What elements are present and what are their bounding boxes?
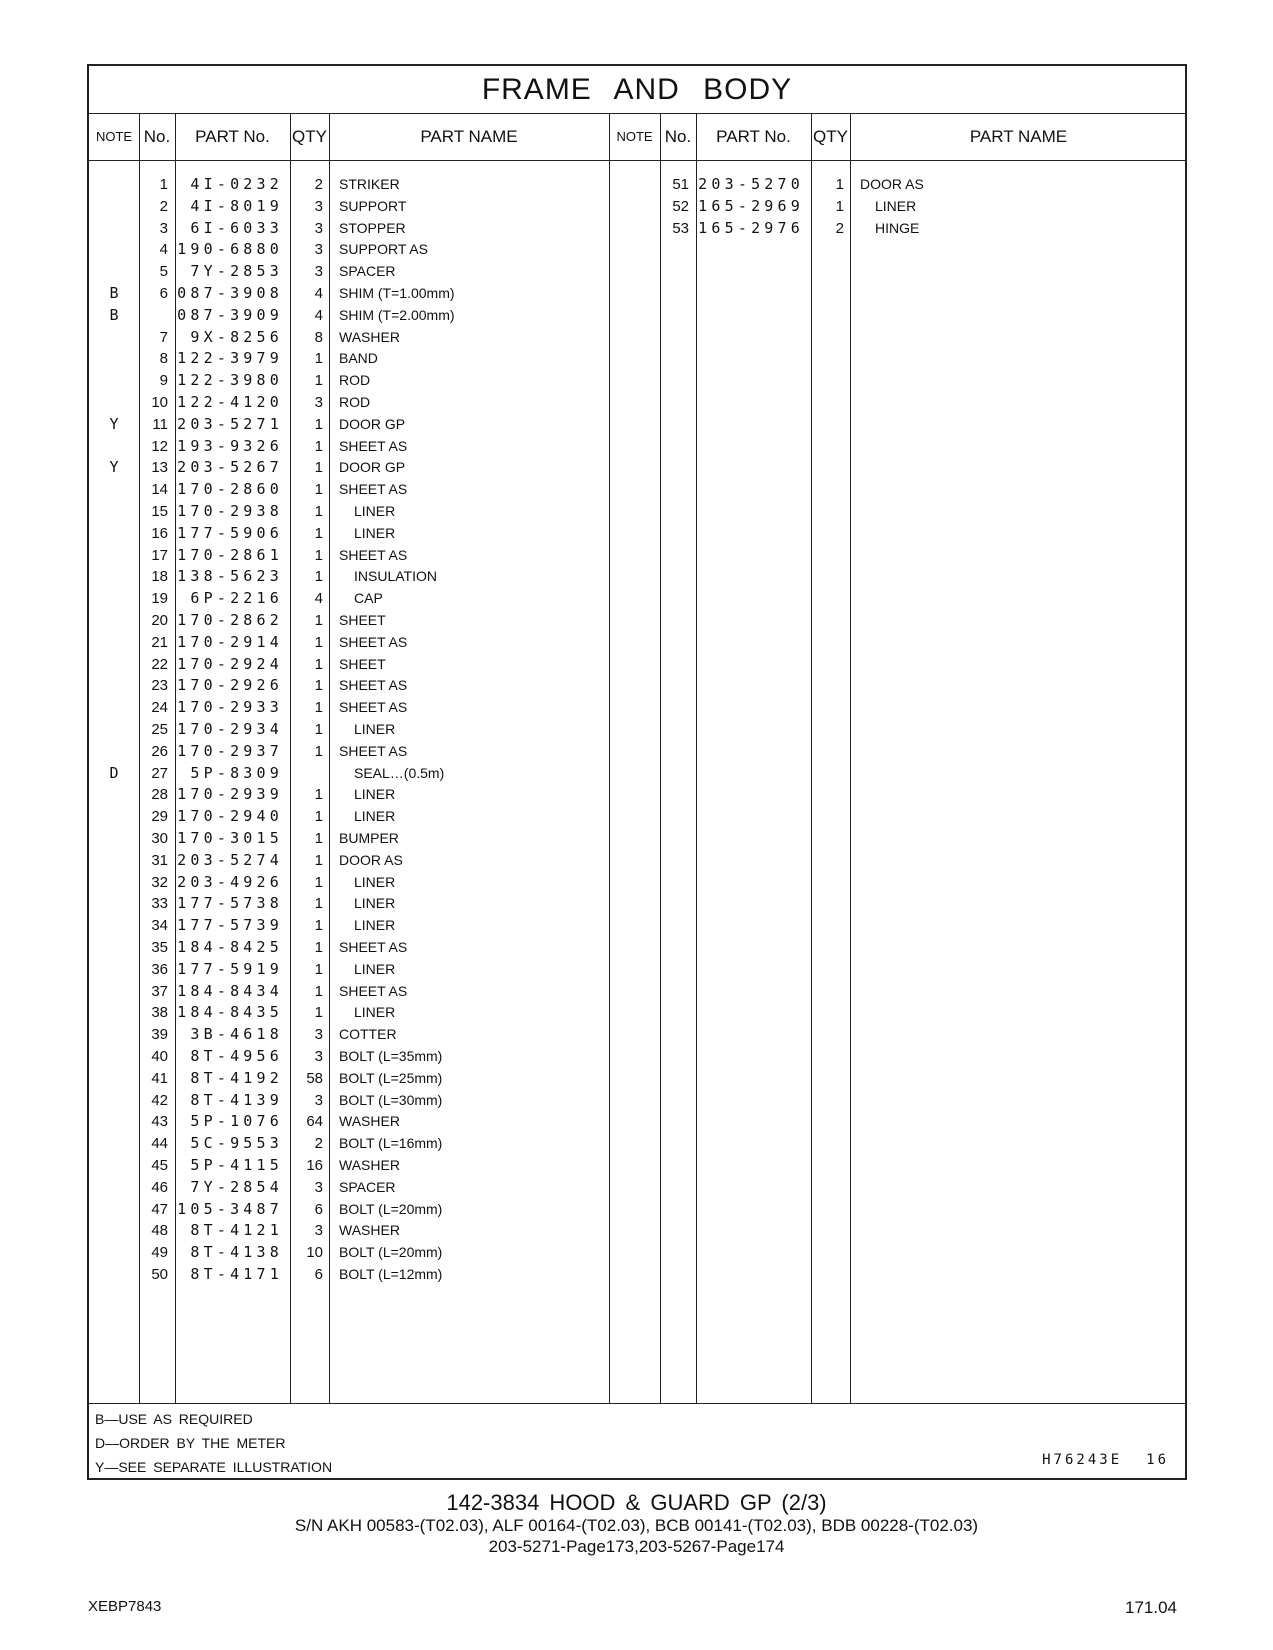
part-name-cell: LINER (354, 503, 396, 519)
quantity-cell: 1 (314, 917, 323, 935)
part-name-cell: LINER (354, 786, 396, 803)
col-divider (696, 113, 697, 1403)
illustration-number: 16 (1146, 1452, 1169, 1468)
item-number-cell: 12 (151, 437, 168, 455)
part-number-cell: 170-3015 (177, 829, 283, 847)
note-cell: Y (109, 458, 119, 477)
item-number-cell: 45 (151, 1157, 168, 1174)
col-divider (850, 113, 851, 1403)
quantity-cell: 16 (306, 1157, 323, 1174)
part-number-cell: 203-5270 (698, 175, 804, 193)
part-number-cell: 170-2940 (177, 807, 283, 826)
item-number-cell: 15 (151, 503, 168, 520)
item-number-cell: 32 (151, 873, 168, 891)
part-number-cell: 170-2860 (177, 480, 283, 499)
quantity-cell: 1 (835, 176, 844, 193)
item-number-cell: 24 (151, 699, 168, 717)
item-number-cell: 42 (151, 1091, 168, 1109)
part-number-cell: 7Y-2854 (190, 1177, 283, 1196)
quantity-cell: 3 (314, 219, 323, 237)
part-name-cell: BOLT (L=30mm) (339, 1091, 443, 1108)
quantity-cell: 6 (314, 1266, 323, 1283)
part-name-cell: COTTER (339, 1026, 397, 1043)
item-number-cell: 31 (151, 851, 168, 869)
part-name-cell: DOOR AS (339, 851, 403, 868)
part-number-cell: 122-4120 (177, 393, 283, 411)
part-number-cell: 087-3908 (177, 284, 283, 302)
header-note: NOTE (95, 129, 133, 144)
part-name-cell: BOLT (L=25mm) (339, 1069, 443, 1086)
item-number-cell: 44 (151, 1135, 168, 1153)
part-name-cell: SUPPORT (339, 197, 407, 214)
quantity-cell: 1 (314, 786, 323, 804)
item-number-cell: 39 (151, 1026, 168, 1044)
part-name-cell: WASHER (339, 328, 400, 345)
col-divider (660, 113, 661, 1403)
item-number-cell: 28 (151, 786, 168, 804)
quantity-cell: 1 (314, 459, 323, 477)
document-id: XEBP7843 (88, 1598, 162, 1615)
header-part-name: PART NAME (420, 127, 518, 146)
part-name-cell: DOOR GP (339, 415, 406, 432)
part-name-cell: SHEET AS (339, 481, 408, 498)
part-number-cell: 203-4926 (177, 872, 283, 891)
part-name-cell: SHEET AS (339, 982, 408, 999)
part-name-cell: WASHER (339, 1113, 400, 1130)
note-cell: Y (109, 414, 119, 433)
header-note: NOTE (616, 129, 653, 144)
part-name-cell: WASHER (339, 1222, 400, 1239)
quantity-cell: 1 (314, 655, 323, 673)
part-number-cell: 6I-6033 (190, 218, 283, 237)
item-number-cell: 11 (152, 415, 168, 433)
part-number-cell: 8T-4192 (190, 1068, 283, 1087)
item-number-cell: 18 (151, 568, 168, 586)
item-number-cell: 17 (151, 546, 168, 564)
part-number-cell: 203-5267 (177, 458, 283, 477)
quantity-cell: 1 (314, 939, 323, 956)
quantity-cell: 4 (314, 590, 323, 608)
quantity-cell: 1 (314, 699, 323, 717)
serial-numbers: S/N AKH 00583-(T02.03), ALF 00164-(T02.03), BCB 00141-(T02.03), BDB 00228-(T02.03) (294, 1516, 979, 1535)
item-number-cell: 10 (151, 394, 168, 411)
quantity-cell: 3 (314, 197, 323, 215)
part-number-cell: 8T-4138 (190, 1243, 283, 1262)
quantity-cell: 1 (314, 742, 323, 760)
part-number-cell: 5P-4115 (190, 1156, 283, 1174)
item-number-cell: 30 (151, 830, 168, 847)
col-divider (329, 113, 330, 1403)
quantity-cell: 1 (314, 350, 323, 368)
part-name-cell: LINER (354, 895, 396, 912)
item-number-cell: 38 (151, 1004, 168, 1022)
part-name-cell: BOLT (L=20mm) (339, 1200, 443, 1217)
part-name-cell: LINER (875, 197, 917, 214)
item-number-cell: 16 (151, 524, 168, 542)
part-number-cell: 170-2937 (177, 741, 283, 760)
quantity-cell: 10 (306, 1244, 323, 1262)
item-number-cell: 9 (159, 372, 168, 390)
part-name-cell: BOLT (L=16mm) (339, 1135, 443, 1152)
quantity-cell: 3 (314, 241, 323, 259)
item-number-cell: 19 (151, 590, 168, 608)
part-name-cell: SHEET (339, 655, 386, 672)
part-name-cell: LINER (354, 960, 396, 977)
header-part-name: PART NAME (969, 127, 1068, 146)
part-name-cell: LINER (354, 808, 396, 825)
header-qty: QTY (292, 127, 327, 146)
part-name-cell: LINER (354, 524, 396, 541)
illustration-code-text: H76243E (1042, 1452, 1123, 1468)
part-number-cell: 170-2861 (177, 545, 283, 564)
item-number-cell: 48 (151, 1222, 168, 1240)
part-number-cell: 165-2969 (698, 196, 804, 215)
table-title: FRAME AND BODY (89, 66, 1185, 114)
header-no: No. (143, 127, 171, 146)
quantity-cell: 1 (314, 437, 323, 455)
item-number-cell: 50 (151, 1266, 168, 1283)
part-name-cell: SHEET AS (339, 437, 408, 454)
item-number-cell: 36 (151, 960, 168, 978)
part-number-cell: 170-2938 (177, 502, 283, 520)
part-name-cell: LINER (354, 917, 396, 934)
item-number-cell: 6 (159, 285, 168, 302)
item-number-cell: 8 (159, 350, 168, 368)
quantity-cell: 1 (314, 503, 323, 520)
quantity-cell: 1 (314, 633, 323, 651)
part-number-cell: 170-2939 (177, 785, 283, 804)
quantity-cell: 1 (314, 612, 323, 629)
part-name-cell: BOLT (L=12mm) (339, 1266, 443, 1282)
quantity-cell: 4 (314, 285, 323, 302)
part-name-cell: BOLT (L=20mm) (339, 1244, 443, 1261)
col-divider (609, 113, 610, 1403)
legend-item: B—USE AS REQUIRED (95, 1411, 253, 1427)
header-part-no: PART No. (716, 127, 791, 146)
item-number-cell: 43 (151, 1113, 168, 1131)
part-name-cell: SHEET AS (339, 546, 408, 563)
quantity-cell: 3 (314, 394, 323, 411)
part-number-cell: 5P-8309 (190, 763, 283, 782)
part-name-cell: STOPPER (339, 219, 406, 236)
item-number-cell: 47 (151, 1200, 168, 1218)
quantity-cell: 6 (314, 1200, 323, 1218)
part-number-cell: 138-5623 (177, 567, 283, 586)
part-name-cell: DOOR AS (860, 176, 924, 192)
col-divider (811, 113, 812, 1403)
part-name-cell: LINER (354, 873, 396, 890)
item-number-cell: 41 (151, 1069, 168, 1087)
quantity-cell: 1 (314, 873, 323, 891)
header-qty: QTY (813, 127, 848, 146)
quantity-cell: 1 (314, 851, 323, 869)
part-number-cell: 203-5271 (177, 414, 283, 433)
part-number-cell: 177-5739 (177, 916, 283, 935)
item-number-cell: 27 (151, 764, 168, 782)
item-number-cell: 5 (159, 263, 168, 281)
quantity-cell: 4 (314, 306, 323, 324)
quantity-cell: 1 (314, 808, 323, 826)
part-name-cell: SHIM (T=1.00mm) (339, 285, 455, 301)
quantity-cell: 1 (314, 568, 323, 586)
part-name-cell: BAND (339, 350, 378, 367)
item-number-cell: 29 (151, 808, 168, 826)
quantity-cell: 2 (314, 176, 323, 193)
item-number-cell: 2 (159, 197, 168, 215)
part-name-cell: HINGE (875, 219, 920, 236)
item-number-cell: 26 (151, 742, 168, 760)
note-cell: B (109, 305, 119, 324)
part-number-cell: 170-2914 (177, 632, 283, 651)
part-name-cell: LINER (354, 721, 396, 737)
part-number-cell: 177-5906 (177, 523, 283, 542)
quantity-cell: 1 (314, 721, 323, 738)
quantity-cell: 2 (835, 219, 844, 237)
part-number-cell: 6P-2216 (190, 589, 283, 608)
item-number-cell: 20 (151, 612, 168, 629)
part-number-cell: 8T-4956 (190, 1047, 283, 1065)
quantity-cell: 1 (314, 1004, 323, 1022)
item-number-cell: 4 (159, 241, 168, 259)
part-name-cell: INSULATION (354, 568, 437, 585)
item-number-cell: 21 (151, 633, 168, 651)
part-number-cell: 4I-0232 (190, 175, 283, 193)
part-name-cell: SHEET AS (339, 633, 408, 650)
part-number-cell: 165-2976 (698, 218, 804, 237)
item-number-cell: 22 (151, 655, 168, 673)
quantity-cell: 3 (314, 1178, 323, 1196)
part-number-cell: 9X-8256 (190, 327, 283, 346)
part-number-cell: 177-5738 (177, 894, 283, 913)
item-number-cell: 53 (672, 219, 689, 237)
part-number-cell: 184-8434 (177, 981, 283, 1000)
quantity-cell: 1 (314, 895, 323, 913)
part-name-cell: SHEET AS (339, 677, 408, 694)
part-name-cell: SPACER (339, 263, 396, 280)
quantity-cell: 1 (314, 524, 323, 542)
quantity-cell: 1 (314, 982, 323, 1000)
item-number-cell: 37 (151, 982, 168, 1000)
legend-divider (89, 1403, 1185, 1404)
quantity-cell: 8 (314, 328, 323, 346)
page-references: 203-5271-Page173,203-5267-Page174 (488, 1537, 785, 1556)
part-number-cell: 122-3980 (177, 371, 283, 390)
part-name-cell: BUMPER (339, 830, 399, 846)
item-number-cell: 7 (159, 328, 168, 346)
quantity-cell: 1 (314, 481, 323, 499)
part-number-cell: 184-8435 (177, 1003, 283, 1022)
quantity-cell: 3 (314, 1091, 323, 1109)
part-number-cell: 7Y-2853 (190, 262, 283, 281)
part-number-cell: 170-2926 (177, 676, 283, 695)
quantity-cell: 1 (314, 415, 323, 433)
part-number-cell: 5P-1076 (190, 1112, 283, 1131)
item-number-cell: 13 (151, 459, 168, 477)
part-name-cell: ROD (339, 372, 371, 389)
part-name-cell: SHEET AS (339, 939, 408, 955)
group-title: 142-3834 HOOD & GUARD GP (2/3) (446, 1490, 827, 1515)
item-number-cell: 1 (159, 176, 168, 193)
item-number-cell: 52 (672, 197, 689, 215)
part-number-cell: 8T-4121 (190, 1221, 283, 1240)
part-number-cell: 170-2933 (177, 698, 283, 717)
part-number-cell: 170-2862 (177, 611, 283, 629)
page-number: 171.04 (1125, 1598, 1177, 1617)
item-number-cell: 51 (672, 176, 689, 193)
part-name-cell: SHIM (T=2.00mm) (339, 306, 455, 323)
part-name-cell: DOOR GP (339, 459, 406, 476)
part-name-cell: SUPPORT AS (339, 241, 428, 258)
part-name-cell: SPACER (339, 1178, 396, 1195)
quantity-cell: 64 (306, 1113, 323, 1131)
part-number-cell: 193-9326 (177, 436, 283, 455)
quantity-cell: 3 (314, 1048, 323, 1065)
item-number-cell: 23 (151, 677, 168, 695)
item-number-cell: 34 (151, 917, 168, 935)
note-cell: D (109, 763, 119, 782)
part-number-cell: 8T-4139 (190, 1090, 283, 1109)
part-number-cell: 177-5919 (177, 959, 283, 978)
item-number-cell: 25 (151, 721, 168, 738)
item-number-cell: 49 (151, 1244, 168, 1262)
part-name-cell: SHEET AS (339, 742, 408, 759)
item-number-cell: 35 (151, 939, 168, 956)
illustration-code (1042, 1452, 1169, 1468)
part-number-cell: 105-3487 (177, 1199, 283, 1218)
legend-item: Y—SEE SEPARATE ILLUSTRATION (95, 1459, 333, 1475)
part-number-cell: 122-3979 (177, 349, 283, 368)
part-number-cell: 203-5274 (177, 850, 283, 869)
note-cell: B (109, 284, 119, 302)
part-name-cell: SHEET AS (339, 699, 408, 716)
item-number-cell: 14 (151, 481, 168, 499)
quantity-cell: 3 (314, 263, 323, 281)
quantity-cell: 1 (314, 960, 323, 978)
quantity-cell: 3 (314, 1222, 323, 1240)
part-number-cell: 170-2924 (177, 654, 283, 673)
part-name-cell: STRIKER (339, 176, 400, 192)
quantity-cell: 58 (306, 1069, 323, 1087)
legend-item: D—ORDER BY THE METER (95, 1435, 286, 1451)
item-number-cell: 46 (151, 1178, 168, 1196)
quantity-cell: 1 (314, 372, 323, 390)
quantity-cell: 1 (835, 197, 844, 215)
part-number-cell: 184-8425 (177, 938, 283, 956)
part-name-cell: SHEET (339, 612, 386, 628)
header-divider (89, 160, 1185, 161)
header-no: No. (664, 127, 692, 146)
part-name-cell: CAP (354, 590, 383, 607)
header-part-no: PART No. (195, 127, 270, 146)
part-name-cell: WASHER (339, 1157, 400, 1173)
part-name-cell: LINER (354, 1004, 396, 1021)
part-number-cell: 5C-9553 (190, 1134, 283, 1153)
part-name-cell: BOLT (L=35mm) (339, 1048, 443, 1064)
part-number-cell: 170-2934 (177, 720, 283, 738)
quantity-cell: 1 (314, 830, 323, 847)
part-name-cell: ROD (339, 394, 371, 410)
part-number-cell: 190-6880 (177, 240, 283, 259)
parts-table-frame (87, 64, 1187, 1480)
item-number-cell: 33 (151, 895, 168, 913)
quantity-cell: 1 (314, 677, 323, 695)
item-number-cell: 3 (159, 219, 168, 237)
part-number-cell: 4I-8019 (190, 196, 283, 215)
part-number-cell: 3B-4618 (190, 1025, 283, 1044)
part-number-cell: 087-3909 (177, 305, 283, 324)
item-number-cell: 40 (151, 1048, 168, 1065)
part-number-cell: 8T-4171 (190, 1265, 283, 1283)
quantity-cell: 2 (314, 1135, 323, 1153)
part-name-cell: SEAL…(0.5m) (354, 764, 445, 781)
quantity-cell: 1 (314, 546, 323, 564)
quantity-cell: 3 (314, 1026, 323, 1044)
